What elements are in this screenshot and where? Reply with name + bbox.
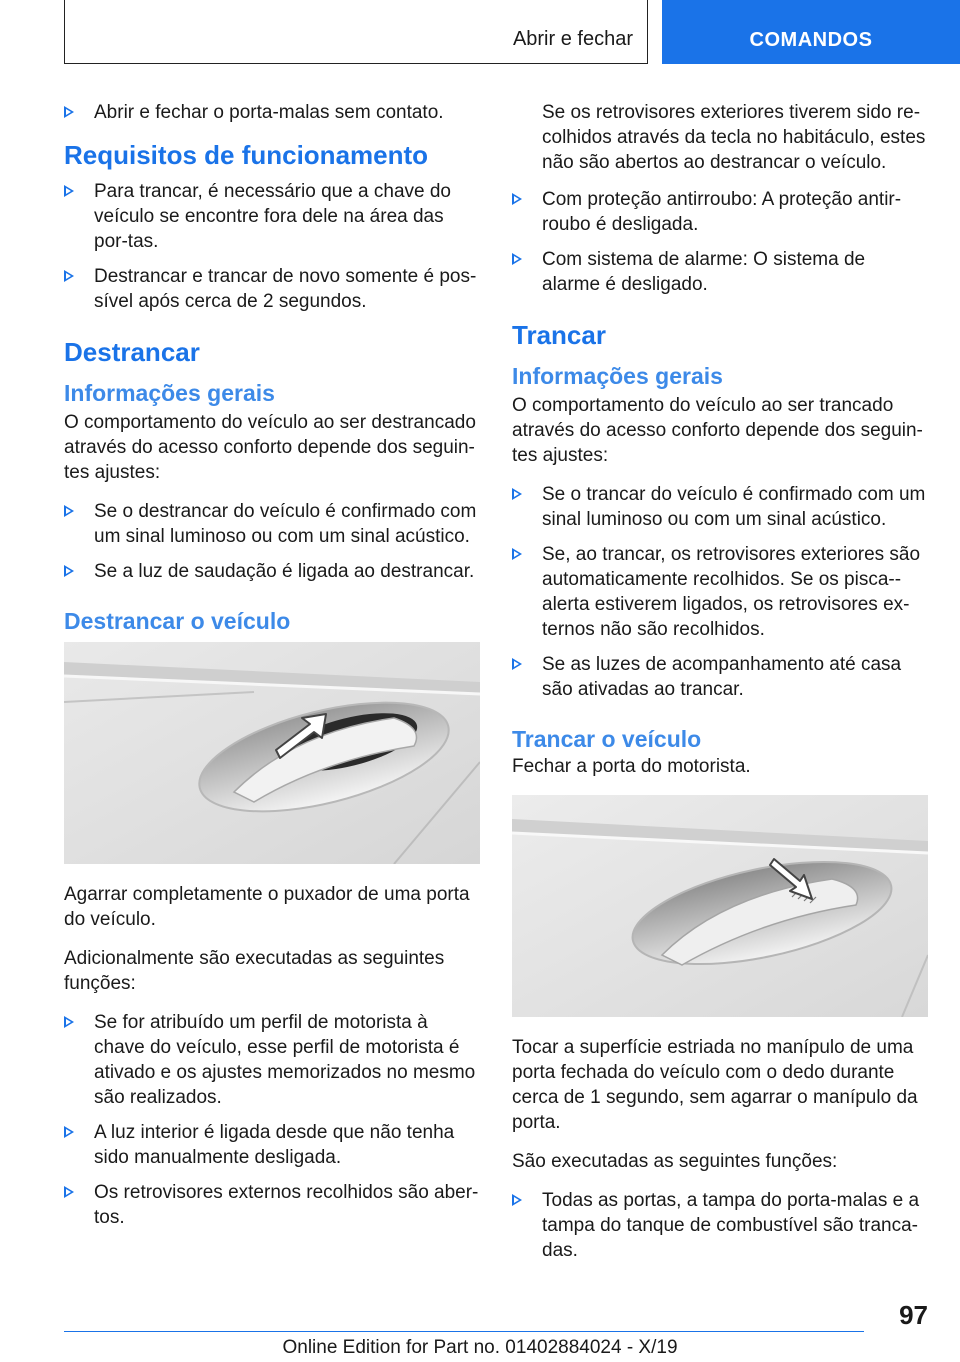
paragraph: Agarrar completamente o puxador de uma porta do veículo. [64,884,470,930]
heading-destrancar-veiculo: Destrancar o veículo [64,608,291,634]
heading-informacoes-gerais: Informações gerais [64,380,275,406]
list-item: A luz interior é ligada desde que não tenha sido manualmente desligada. [64,1120,480,1170]
door-handle-figure-lock [512,795,928,1017]
footer-edition-text: Online Edition for Part no. 01402884024 - X/19 [282,1337,678,1358]
paragraph: O comportamento do veículo ao ser destrancado através do acesso conforto depende dos seguin-tes ajustes: [64,412,476,483]
triangle-bullet-icon [64,1016,74,1028]
list-item: Se a luz de saudação é ligada ao destrancar. [64,559,480,584]
footer-divider [64,1331,864,1332]
list-item: Se as luzes de acompanhamento até casa são ativadas ao trancar. [512,652,928,702]
heading-requisitos: Requisitos de funcionamento [64,140,429,170]
triangle-bullet-icon [64,106,74,118]
heading-trancar-veiculo: Trancar o veículo [512,726,702,752]
page-number: 97 [899,1300,928,1330]
header-chapter-tab: COMANDOS [662,0,960,64]
triangle-bullet-icon [512,658,522,670]
list-item: Destrancar e trancar de novo somente é pos-sível após cerca de 2 segundos. [64,264,480,314]
triangle-bullet-icon [64,505,74,517]
list-item: Se o destrancar do veículo é confirmado com um sinal luminoso ou com um sinal acústico. [64,499,480,549]
triangle-bullet-icon [64,270,74,282]
header-section-box [64,0,648,64]
triangle-bullet-icon [512,1194,522,1206]
triangle-bullet-icon [64,1186,74,1198]
list-item: Todas as portas, a tampa do porta-malas e a tampa do tanque de combustível são tranca-das. [512,1188,928,1263]
right-column [512,100,928,1273]
triangle-bullet-icon [64,185,74,197]
list-item: Se for atribuído um perfil de motorista à chave do veículo, esse perfil de motorista é ativado e os ajustes memorizados no mesmo são realizados. [64,1010,480,1110]
list-item: Para trancar, é necessário que a chave do veículo se encontre fora dele na área das por-tas. [64,179,480,254]
list-item: Os retrovisores externos recolhidos são aber-tos. [64,1180,480,1230]
door-handle-figure-unlock [64,642,480,864]
triangle-bullet-icon [512,488,522,500]
triangle-bullet-icon [512,253,522,265]
heading-destrancar: Destrancar [64,337,200,367]
header-section-title: Abrir e fechar [512,28,633,50]
paragraph: Tocar a superfície estriada no manípulo de uma porta fechada do veículo com o dedo durante cerca de 1 segundo, sem agarrar o manípulo da porta. [512,1037,918,1133]
left-column [64,100,480,1240]
paragraph-continued: Se os retrovisores exteriores tiverem sido re-colhidos através da tecla no habitáculo, estes não são abertos ao destrancar o veículo. [542,102,926,173]
list-item: Se o trancar do veículo é confirmado com um sinal luminoso ou com um sinal acústico. [512,482,928,532]
triangle-bullet-icon [64,565,74,577]
list-item: Abrir e fechar o porta-malas sem contato. [64,100,480,125]
paragraph: Fechar a porta do motorista. [512,756,751,777]
heading-trancar: Trancar [512,320,606,350]
heading-informacoes-gerais: Informações gerais [512,363,723,389]
paragraph: São executadas as seguintes funções: [512,1151,838,1172]
triangle-bullet-icon [64,1126,74,1138]
triangle-bullet-icon [512,548,522,560]
list-item: Com sistema de alarme: O sistema de alarme é desligado. [512,247,928,297]
list-item: Se, ao trancar, os retrovisores exteriores são automaticamente recolhidos. Se os pisca--alerta estiverem ligados, os retrovisores ex-ternos não são recolhidos. [512,542,928,642]
paragraph: O comportamento do veículo ao ser trancado através do acesso conforto depende dos seguin-tes ajustes: [512,395,923,466]
list-item: Com proteção antirroubo: A proteção antir-roubo é desligada. [512,187,928,237]
paragraph: Adicionalmente são executadas as seguintes funções: [64,948,445,994]
triangle-bullet-icon [512,193,522,205]
